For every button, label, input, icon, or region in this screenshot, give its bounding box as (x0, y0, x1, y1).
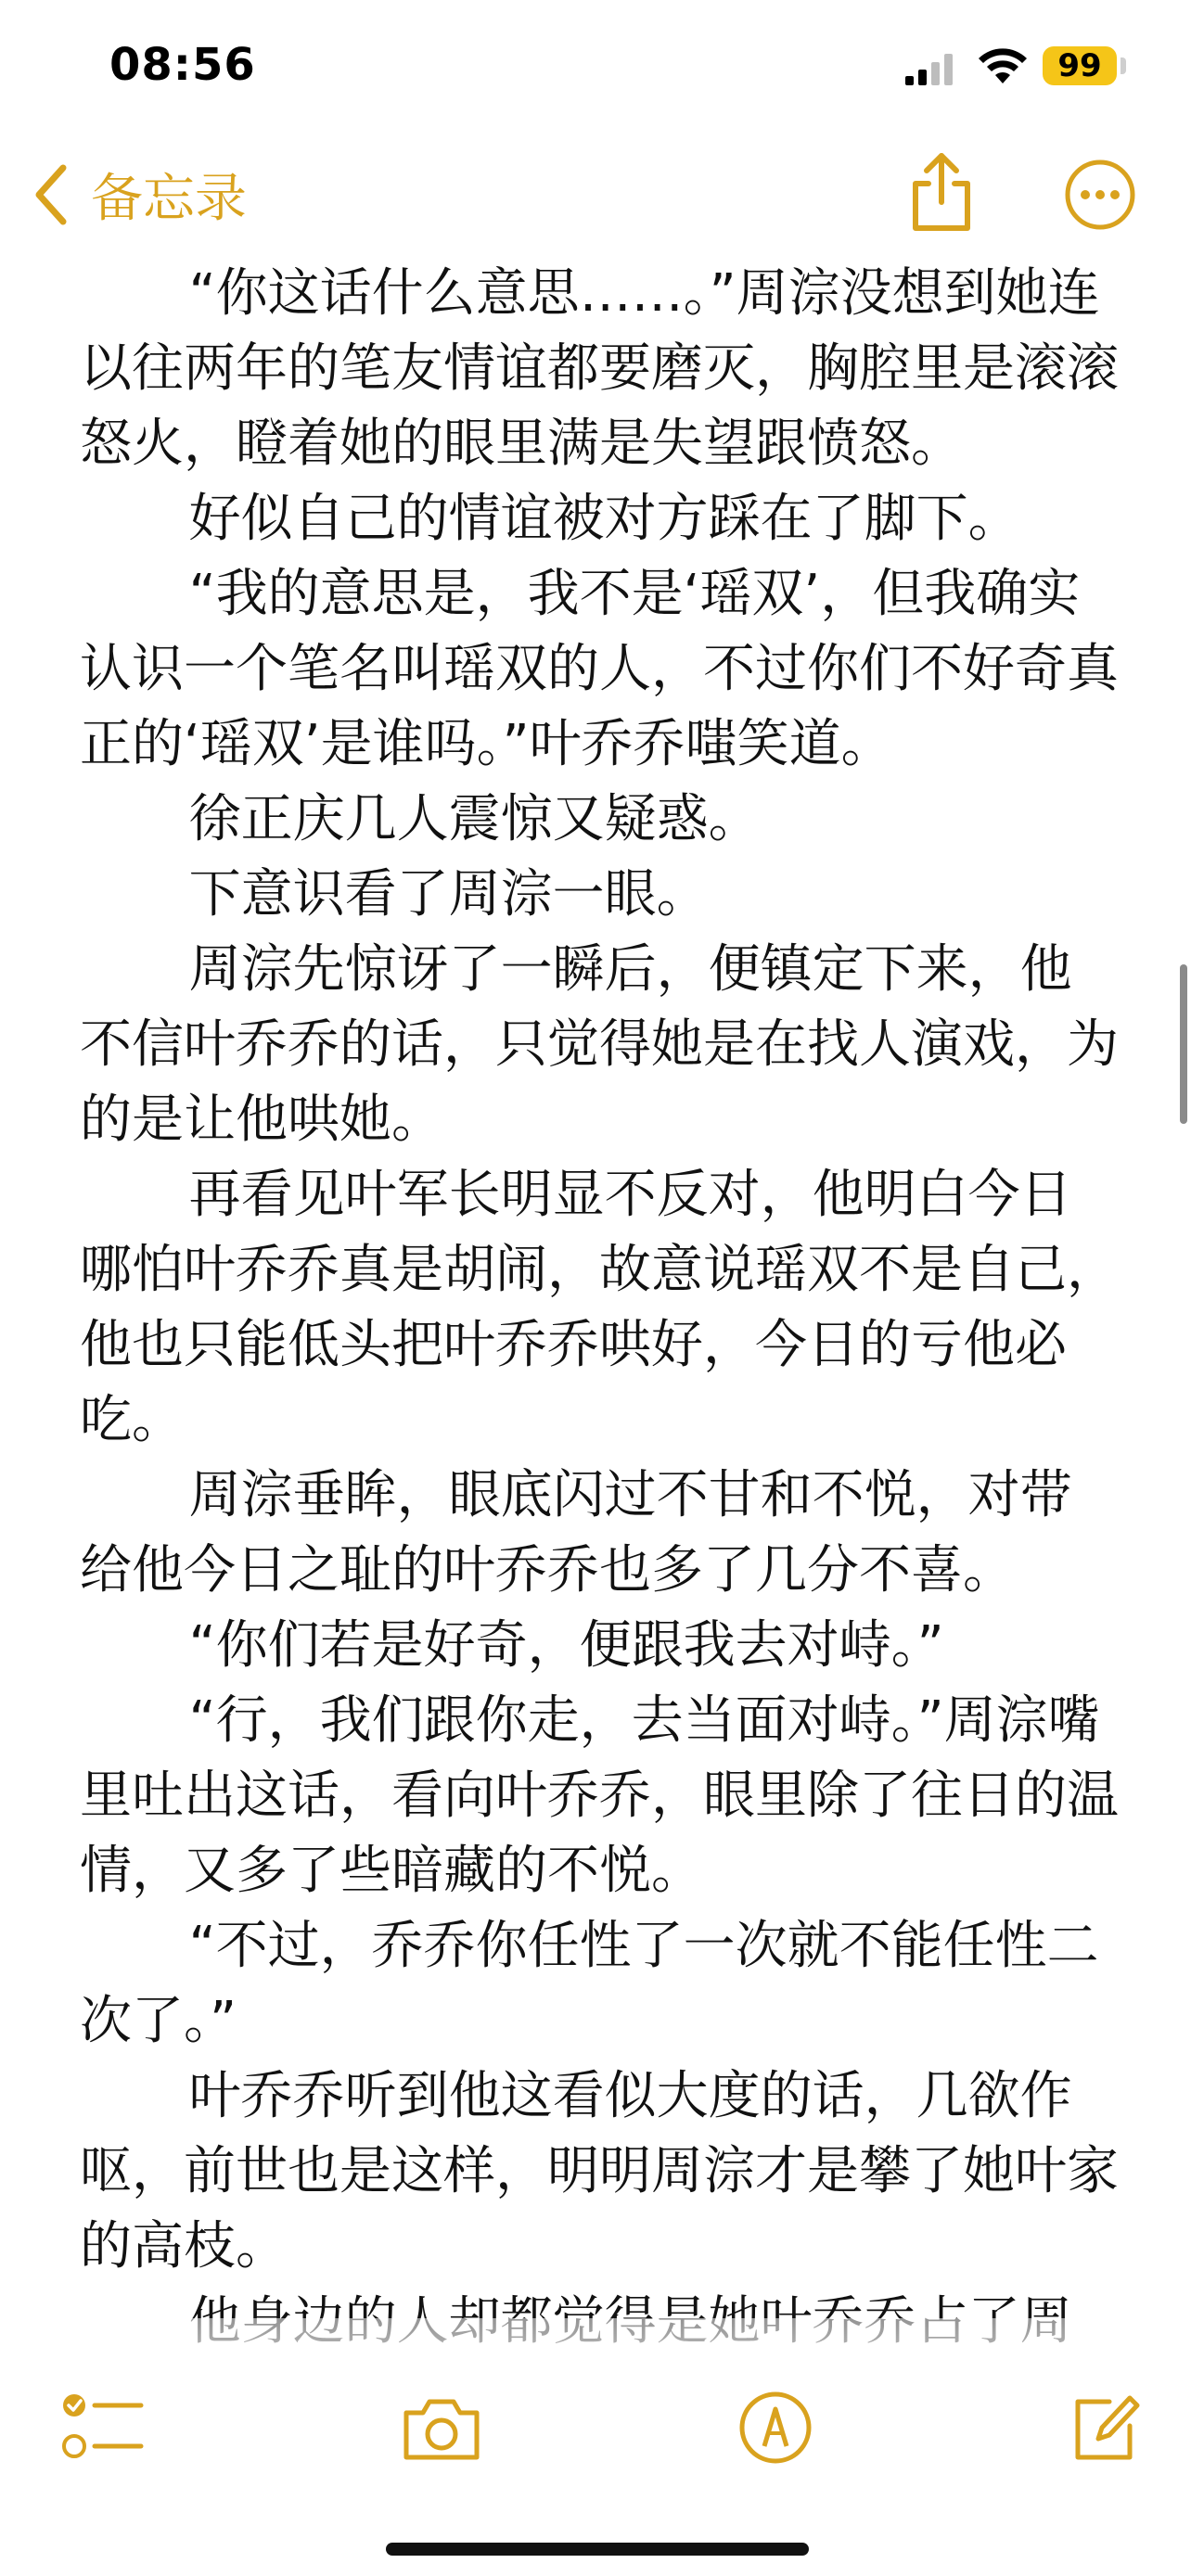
note-body[interactable] (80, 256, 1119, 2359)
chevron-left-icon (32, 162, 70, 227)
camera-icon[interactable] (399, 2392, 484, 2465)
note-paragraph: “你们若是好奇，便跟我去对峙。” (188, 1615, 944, 1676)
back-button[interactable] (32, 158, 247, 232)
note-paragraph: 周淙垂眸，眼底闪过不甘和不悦，对带给他今日之耻的叶乔乔也多了几分不喜。 (80, 1465, 1072, 1600)
status-time: 08:56 (109, 39, 256, 91)
navigation-bar (0, 139, 1191, 241)
compose-icon[interactable] (1067, 2389, 1141, 2467)
note-paragraph: 徐正庆几人震惊又疑惑。 (188, 789, 761, 849)
back-label: 备忘录 (91, 169, 247, 229)
more-icon[interactable] (1063, 158, 1137, 232)
checklist-icon[interactable] (61, 2391, 145, 2465)
note-paragraph: “我的意思是，我不是‘瑶双’，但我确实认识一个笔名叫瑶双的人，不过你们不好奇真正的‘瑶双’是谁吗。”叶乔乔嗤笑道。 (80, 564, 1119, 774)
note-paragraph: 叶乔乔听到他这看似大度的话，几欲作呕，前世也是这样，明明周淙才是攀了她叶家的高枝。 (80, 2066, 1119, 2276)
home-indicator[interactable] (386, 2543, 809, 2556)
note-paragraph: “不过，乔乔你任性了一次就不能任性二次了。” (80, 1916, 1099, 2051)
note-paragraph: 下意识看了周淙一眼。 (188, 864, 709, 925)
status-bar (0, 0, 1191, 130)
cellular-signal-icon (905, 54, 954, 85)
note-paragraph: 周淙先惊讶了一瞬后，便镇定下来，他不信叶乔乔的话，只觉得她是在找人演戏，为的是让他哄她。 (80, 939, 1119, 1150)
wifi-icon (976, 46, 1030, 85)
battery-icon: 99 (1043, 46, 1117, 85)
share-icon[interactable] (904, 150, 979, 234)
scroll-indicator[interactable] (1180, 964, 1187, 1124)
note-paragraph: 再看见叶军长明显不反对，他明白今日哪怕叶乔乔真是胡闹，故意说瑶双不是自己，他也只能低头把叶乔乔哄好，今日的亏他必吃。 (80, 1165, 1119, 1450)
markup-pen-icon[interactable] (738, 2389, 813, 2467)
battery-cap (1121, 57, 1126, 74)
bottom-toolbar (0, 2318, 1191, 2576)
note-paragraph: 好似自己的情谊被对方踩在了脚下。 (188, 489, 1020, 549)
note-paragraph: “你这话什么意思……。”周淙没想到她连以往两年的笔友情谊都要磨灭，胸腔里是滚滚怒火，瞪着她的眼里满是失望跟愤怒。 (80, 263, 1119, 474)
note-paragraph: “行，我们跟你走，去当面对峙。”周淙嘴里吐出这话，看向叶乔乔，眼里除了往日的温情，又多了些暗藏的不悦。 (80, 1690, 1119, 1901)
